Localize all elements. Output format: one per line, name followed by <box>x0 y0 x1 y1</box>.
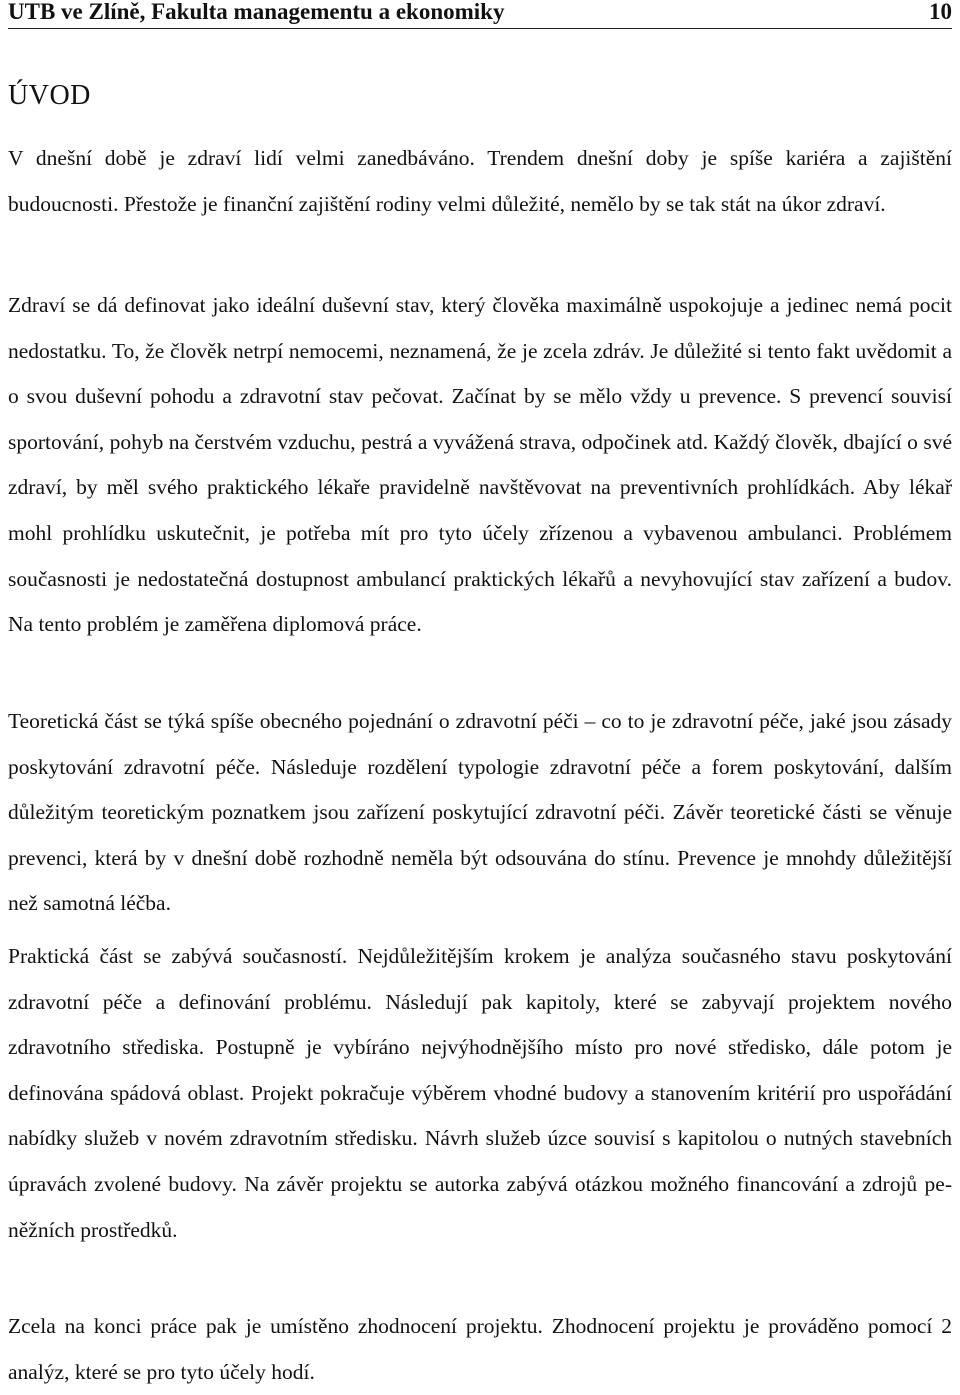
page-header <box>8 0 952 29</box>
page-number: 10 <box>929 0 952 24</box>
section-heading: ÚVOD <box>8 80 91 111</box>
paragraph-theory: Teoretická část se týká spíše obecného pojednání o zdravotní péči – co to je zdravotní péče, jaké jsou zásady poskytování zdravotní péče. Následuje rozdělení typologie zdravotní péče a forem poskytování, dalším důležitým teoretickým poznatkem jsou zařízení poskytující zdravotní péči. Závěr teoretické části se věnuje prevenci, která by v dnešní době rozhodně neměla být odsouvána do stínu. Prevence je mnohdy důležitější než samotná léčba. <box>8 709 952 916</box>
paragraph-practice: Praktická část se zabývá současností. Nejdůležitějším krokem je analýza současného stavu poskytování zdravotní péče a definování problému. Následují pak kapitoly, které se zabyvají projektem nového zdravotního střediska. Postupně je vybíráno nejvýhodnějšího místo pro nové středisko, dále potom je definována spádová oblast. Projekt pokračuje výběrem vhodné budovy a stanovením kritérií pro uspořádání nabídky služeb v novém zdravotním středisku. Návrh služeb úzce souvisí s kapitolou o nutných stavebních úpravách zvolené budovy. Na závěr projektu se autorka zabývá otázkou možného financování a zdrojů peněžních prostředků. <box>8 944 952 1242</box>
paragraph-conclusion: Zcela na konci práce pak je umístěno zhodnocení projektu. Zhodnocení projektu je prováděno pomocí 2 analýz, které se pro tyto účely hodí. <box>8 1314 952 1384</box>
paragraph-health: Zdraví se dá definovat jako ideální duševní stav, který člověka maximálně uspokojuje a jedinec nemá pocit nedostatku. To, že člověk netrpí nemocemi, neznamená, že je zcela zdráv. Je důležité si tento fakt uvědomit a o svou duševní pohodu a zdravotní stav pečovat. Začínat by se mělo vždy u prevence. S prevencí souvisí sportování, pohyb na čerstvém vzduchu, pestrá a vyvážená strava, odpočinek atd. Každý člověk, dbající o své zdraví, by měl svého praktického lékaře pravidelně navštěvovat na preventivních prohlídkách. Aby lékař mohl prohlídku uskutečnit, je potřeba mít pro tyto účely zřízenou a vybavenou ambulanci. Problémem současnosti je nedostatečná dostupnost ambulancí praktických lékařů a nevyhovující stav zařízení a budov. Na tento problém je zaměřena diplomová práce. <box>8 293 952 637</box>
paragraph-intro: V dnešní době je zdraví lidí velmi zanedbáváno. Trendem dnešní doby je spíše kariéra a zajištění budoucnosti. Přestože je finanční zajištění rodiny velmi důležité, nemělo by se tak stát na úkor zdraví. <box>8 146 952 216</box>
header-title: UTB ve Zlíně, Fakulta managementu a ekonomiky <box>8 0 505 24</box>
